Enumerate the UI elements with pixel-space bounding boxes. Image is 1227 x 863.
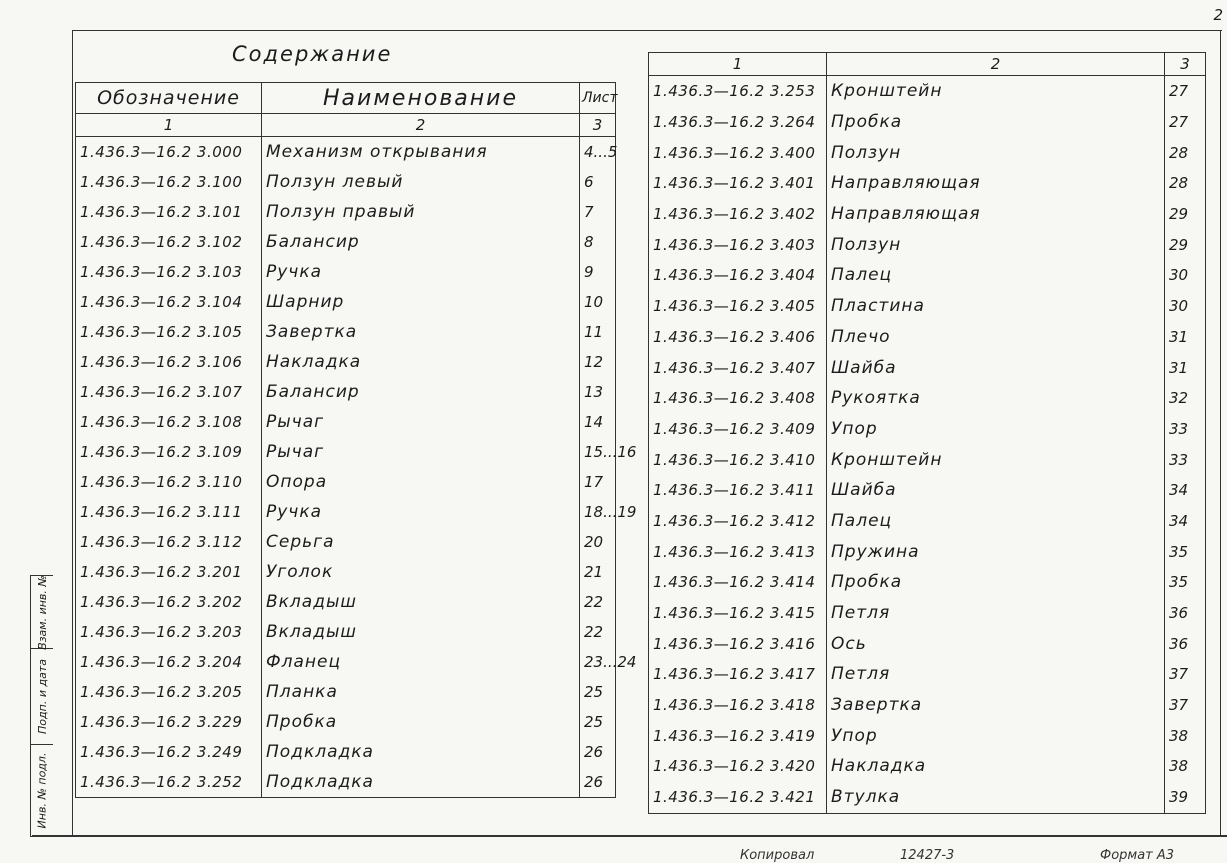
sheet-cell: 26	[580, 737, 616, 767]
name-cell: Серьга	[262, 527, 580, 557]
name-cell: Палец	[827, 506, 1165, 537]
designation-cell: 1.436.3—16.2 3.110	[76, 467, 262, 497]
name-cell: Петля	[827, 659, 1165, 690]
table-row	[76, 167, 616, 197]
sheet-cell: 37	[1165, 659, 1206, 690]
name-cell: Механизм открывания	[262, 137, 580, 168]
sheet-cell: 6	[580, 167, 616, 197]
table-row	[76, 257, 616, 287]
name-cell: Пробка	[827, 107, 1165, 138]
name-cell: Рычаг	[262, 437, 580, 467]
sheet-cell: 38	[1165, 751, 1206, 782]
table-row	[76, 287, 616, 317]
name-cell: Кронштейн	[827, 444, 1165, 475]
designation-cell: 1.436.3—16.2 3.202	[76, 587, 262, 617]
sheet-cell: 29	[1165, 199, 1206, 230]
name-cell: Ось	[827, 628, 1165, 659]
designation-cell: 1.436.3—16.2 3.000	[76, 137, 262, 168]
name-cell: Пластина	[827, 291, 1165, 322]
name-cell: Плечо	[827, 322, 1165, 353]
designation-cell: 1.436.3—16.2 3.253	[649, 76, 827, 107]
sheet-cell: 34	[1165, 475, 1206, 506]
sheet-cell: 11	[580, 317, 616, 347]
frame-right-line	[1220, 30, 1221, 835]
table-row	[649, 659, 1206, 690]
sheet-cell: 7	[580, 197, 616, 227]
name-cell: Балансир	[262, 377, 580, 407]
sheet-cell: 35	[1165, 567, 1206, 598]
sheet-cell: 37	[1165, 690, 1206, 721]
designation-cell: 1.436.3—16.2 3.404	[649, 260, 827, 291]
table-row	[76, 407, 616, 437]
sheet-cell: 17	[580, 467, 616, 497]
name-cell: Кронштейн	[827, 76, 1165, 107]
contents-table-right	[648, 52, 1206, 814]
frame-bottom-line	[32, 835, 1227, 837]
table-row	[649, 751, 1206, 782]
table-row	[76, 647, 616, 677]
sheet-cell: 33	[1165, 444, 1206, 475]
table-row	[649, 137, 1206, 168]
table-row	[76, 677, 616, 707]
sheet-cell: 31	[1165, 322, 1206, 353]
header-name: Наименование	[262, 83, 580, 114]
column-number-1: 1	[76, 114, 262, 137]
name-cell: Пружина	[827, 536, 1165, 567]
table-row	[649, 291, 1206, 322]
sheet-cell: 28	[1165, 168, 1206, 199]
designation-cell: 1.436.3—16.2 3.100	[76, 167, 262, 197]
sheet-cell: 15...16	[580, 437, 616, 467]
designation-cell: 1.436.3—16.2 3.104	[76, 287, 262, 317]
sheet-cell: 36	[1165, 628, 1206, 659]
designation-cell: 1.436.3—16.2 3.412	[649, 506, 827, 537]
page-number: 2	[1213, 6, 1223, 24]
designation-cell: 1.436.3—16.2 3.205	[76, 677, 262, 707]
stamp-cell-replacement-inv	[31, 576, 53, 649]
column-number-3: 3	[1165, 53, 1206, 76]
table-row	[649, 690, 1206, 721]
sheet-cell: 22	[580, 617, 616, 647]
designation-cell: 1.436.3—16.2 3.416	[649, 628, 827, 659]
table-row	[76, 317, 616, 347]
table-row	[76, 557, 616, 587]
table-row	[76, 347, 616, 377]
sheet-cell: 9	[580, 257, 616, 287]
sheet-cell: 23...24	[580, 647, 616, 677]
table-row	[76, 587, 616, 617]
sheet-cell: 30	[1165, 260, 1206, 291]
table-row	[76, 227, 616, 257]
table-row	[649, 506, 1206, 537]
name-cell: Упор	[827, 720, 1165, 751]
table-row	[649, 199, 1206, 230]
name-cell: Ползун правый	[262, 197, 580, 227]
designation-cell: 1.436.3—16.2 3.102	[76, 227, 262, 257]
designation-cell: 1.436.3—16.2 3.421	[649, 782, 827, 813]
name-cell: Подкладка	[262, 767, 580, 798]
sheet-cell: 18...19	[580, 497, 616, 527]
designation-cell: 1.436.3—16.2 3.252	[76, 767, 262, 798]
table-row	[649, 260, 1206, 291]
sheet-cell: 27	[1165, 76, 1206, 107]
designation-cell: 1.436.3—16.2 3.419	[649, 720, 827, 751]
footer-copied-label: Копировал	[740, 848, 815, 863]
sheet-cell: 33	[1165, 414, 1206, 445]
name-cell: Ручка	[262, 257, 580, 287]
contents-table-left	[75, 82, 637, 798]
designation-cell: 1.436.3—16.2 3.417	[649, 659, 827, 690]
name-cell: Рукоятка	[827, 383, 1165, 414]
name-cell: Ручка	[262, 497, 580, 527]
name-cell: Ползун	[827, 137, 1165, 168]
name-cell: Рычаг	[262, 407, 580, 437]
table-row	[76, 527, 616, 557]
table-row	[649, 598, 1206, 629]
sheet-cell: 8	[580, 227, 616, 257]
designation-cell: 1.436.3—16.2 3.409	[649, 414, 827, 445]
name-cell: Пробка	[262, 707, 580, 737]
designation-cell: 1.436.3—16.2 3.402	[649, 199, 827, 230]
column-number-1: 1	[649, 53, 827, 76]
header-row	[76, 83, 616, 114]
table-row	[649, 536, 1206, 567]
designation-cell: 1.436.3—16.2 3.413	[649, 536, 827, 567]
footer-format: Формат А3	[1100, 848, 1175, 863]
name-cell: Шарнир	[262, 287, 580, 317]
designation-cell: 1.436.3—16.2 3.105	[76, 317, 262, 347]
stamp-cell-signature-date	[31, 648, 53, 745]
sheet-cell: 25	[580, 707, 616, 737]
column-number-3: 3	[580, 114, 616, 137]
table-row	[649, 414, 1206, 445]
table-row	[76, 467, 616, 497]
designation-cell: 1.436.3—16.2 3.414	[649, 567, 827, 598]
designation-cell: 1.436.3—16.2 3.109	[76, 437, 262, 467]
column-number-row	[649, 53, 1206, 76]
sheet-cell: 26	[580, 767, 616, 798]
stamp-label: Подп. и дата	[35, 658, 49, 734]
side-approval-stamp	[30, 575, 53, 837]
name-cell: Пробка	[827, 567, 1165, 598]
table-row	[649, 567, 1206, 598]
header-sheet: Лист	[580, 83, 616, 114]
name-cell: Накладка	[262, 347, 580, 377]
designation-cell: 1.436.3—16.2 3.406	[649, 322, 827, 353]
table-row	[76, 737, 616, 767]
sheet-cell: 35	[1165, 536, 1206, 567]
name-cell: Шайба	[827, 475, 1165, 506]
footer-document-number: 12427-3	[900, 848, 955, 863]
page-title: Содержание	[232, 42, 393, 66]
name-cell: Завертка	[827, 690, 1165, 721]
name-cell: Ползун	[827, 229, 1165, 260]
name-cell: Уголок	[262, 557, 580, 587]
column-number-row	[76, 114, 616, 137]
sheet-cell: 27	[1165, 107, 1206, 138]
table-row	[76, 767, 616, 798]
table-row	[76, 617, 616, 647]
sheet-cell: 32	[1165, 383, 1206, 414]
name-cell: Подкладка	[262, 737, 580, 767]
designation-cell: 1.436.3—16.2 3.400	[649, 137, 827, 168]
designation-cell: 1.436.3—16.2 3.203	[76, 617, 262, 647]
name-cell: Направляющая	[827, 168, 1165, 199]
sheet-cell: 22	[580, 587, 616, 617]
designation-cell: 1.436.3—16.2 3.405	[649, 291, 827, 322]
designation-cell: 1.436.3—16.2 3.107	[76, 377, 262, 407]
table-row	[649, 720, 1206, 751]
designation-cell: 1.436.3—16.2 3.249	[76, 737, 262, 767]
table-row	[649, 107, 1206, 138]
header-designation: Обозначение	[76, 83, 262, 114]
name-cell: Опора	[262, 467, 580, 497]
table-row	[649, 352, 1206, 383]
table-row	[76, 707, 616, 737]
name-cell: Завертка	[262, 317, 580, 347]
designation-cell: 1.436.3—16.2 3.111	[76, 497, 262, 527]
table-row	[76, 197, 616, 227]
sheet-cell: 39	[1165, 782, 1206, 813]
table-row	[649, 168, 1206, 199]
designation-cell: 1.436.3—16.2 3.418	[649, 690, 827, 721]
table-row	[76, 437, 616, 467]
designation-cell: 1.436.3—16.2 3.108	[76, 407, 262, 437]
column-number-2: 2	[262, 114, 580, 137]
name-cell: Планка	[262, 677, 580, 707]
frame-left-line	[72, 30, 73, 835]
designation-cell: 1.436.3—16.2 3.101	[76, 197, 262, 227]
designation-cell: 1.436.3—16.2 3.112	[76, 527, 262, 557]
designation-cell: 1.436.3—16.2 3.264	[649, 107, 827, 138]
table-row	[649, 444, 1206, 475]
sheet-cell: 20	[580, 527, 616, 557]
designation-cell: 1.436.3—16.2 3.204	[76, 647, 262, 677]
stamp-label: Взам. инв. №	[35, 574, 49, 650]
sheet-cell: 25	[580, 677, 616, 707]
sheet-cell: 30	[1165, 291, 1206, 322]
designation-cell: 1.436.3—16.2 3.411	[649, 475, 827, 506]
sheet-cell: 4...5	[580, 137, 616, 168]
sheet-cell: 36	[1165, 598, 1206, 629]
name-cell: Направляющая	[827, 199, 1165, 230]
designation-cell: 1.436.3—16.2 3.103	[76, 257, 262, 287]
table-row	[649, 383, 1206, 414]
name-cell: Вкладыш	[262, 587, 580, 617]
sheet-cell: 21	[580, 557, 616, 587]
designation-cell: 1.436.3—16.2 3.401	[649, 168, 827, 199]
designation-cell: 1.436.3—16.2 3.201	[76, 557, 262, 587]
table-row	[76, 377, 616, 407]
designation-cell: 1.436.3—16.2 3.408	[649, 383, 827, 414]
table-row	[649, 475, 1206, 506]
name-cell: Балансир	[262, 227, 580, 257]
column-number-2: 2	[827, 53, 1165, 76]
name-cell: Петля	[827, 598, 1165, 629]
designation-cell: 1.436.3—16.2 3.415	[649, 598, 827, 629]
designation-cell: 1.436.3—16.2 3.403	[649, 229, 827, 260]
stamp-label: Инв. № подл.	[35, 752, 49, 828]
name-cell: Палец	[827, 260, 1165, 291]
sheet-cell: 28	[1165, 137, 1206, 168]
name-cell: Ползун левый	[262, 167, 580, 197]
designation-cell: 1.436.3—16.2 3.229	[76, 707, 262, 737]
sheet-cell: 13	[580, 377, 616, 407]
stamp-cell-original-inv	[31, 744, 53, 836]
sheet-cell: 10	[580, 287, 616, 317]
name-cell: Накладка	[827, 751, 1165, 782]
sheet-cell: 34	[1165, 506, 1206, 537]
sheet-cell: 31	[1165, 352, 1206, 383]
frame-top-line	[72, 30, 1222, 31]
designation-cell: 1.436.3—16.2 3.106	[76, 347, 262, 377]
table-row	[649, 229, 1206, 260]
table-row	[76, 137, 616, 168]
table-row	[649, 76, 1206, 107]
sheet-cell: 29	[1165, 229, 1206, 260]
name-cell: Вкладыш	[262, 617, 580, 647]
designation-cell: 1.436.3—16.2 3.407	[649, 352, 827, 383]
name-cell: Шайба	[827, 352, 1165, 383]
designation-cell: 1.436.3—16.2 3.420	[649, 751, 827, 782]
name-cell: Втулка	[827, 782, 1165, 813]
table-row	[649, 628, 1206, 659]
sheet-cell: 38	[1165, 720, 1206, 751]
sheet-cell: 12	[580, 347, 616, 377]
name-cell: Фланец	[262, 647, 580, 677]
designation-cell: 1.436.3—16.2 3.410	[649, 444, 827, 475]
sheet-cell: 14	[580, 407, 616, 437]
table-row	[649, 782, 1206, 813]
name-cell: Упор	[827, 414, 1165, 445]
table-row	[76, 497, 616, 527]
table-row	[649, 322, 1206, 353]
